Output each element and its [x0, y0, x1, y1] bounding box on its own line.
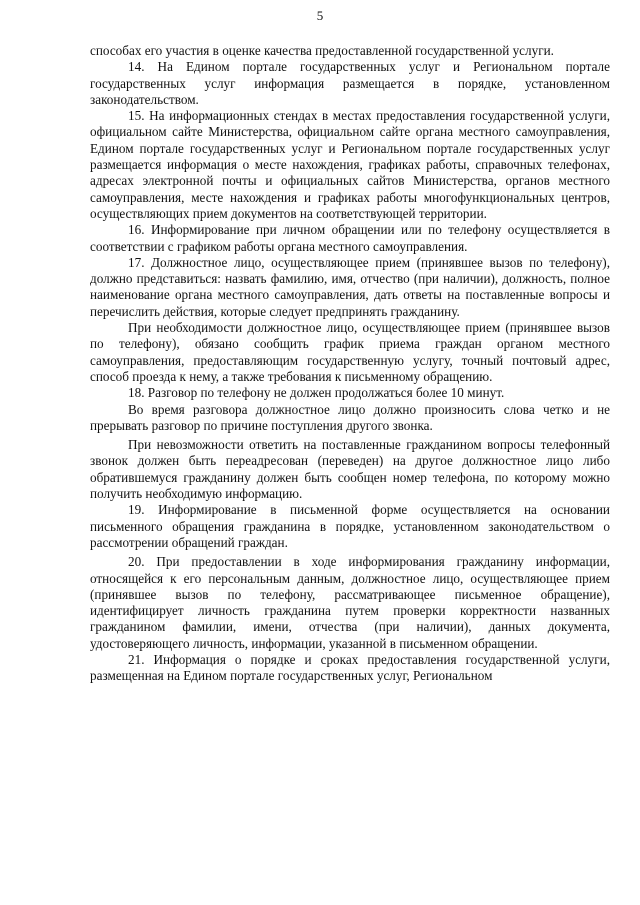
paragraph-18-continued-1: Во время разговора должностное лицо должно произносить слова четко и не прерывать разговор по причине поступления другого звонка.	[90, 401, 610, 433]
paragraph-14: 14. На Едином портале государственных услуг и Региональном портале государственных услуг информация размещается в порядке, установленном законодательством.	[90, 59, 610, 107]
paragraph-17: 17. Должностное лицо, осуществляющее прием (принявшее вызов по телефону), должно представиться: назвать фамилию, имя, отчество (при наличии), должность, полное наименование органа местного самоуправления, дать ответы на поставленные вопросы и перечислить действия, которые следует предпринять гражданину.	[90, 254, 610, 319]
paragraph-16: 16. Информирование при личном обращении или по телефону осуществляется в соответствии с графиком работы органа местного самоуправления.	[90, 222, 610, 254]
paragraph-17-continued: При необходимости должностное лицо, осуществляющее прием (принявшее вызов по телефону), обязано сообщить график приема граждан органом местного самоуправления, предоставляющим государственную услугу, точный почтовый адрес, способ проезда к нему, а также требования к письменному обращению.	[90, 320, 610, 384]
paragraph-21: 21. Информация о порядке и сроках предоставления государственной услуги, размещенная на Едином портале государственных услуг, Региональном	[90, 651, 610, 684]
paragraph-continuation: способах его участия в оценке качества предоставленной государственной услуги.	[90, 43, 554, 58]
paragraph-18: 18. Разговор по телефону не должен продолжаться более 10 минут.	[128, 385, 505, 401]
paragraph-18-continued-2: При невозможности ответить на поставленные гражданином вопросы телефонный звонок должен быть переадресован (переведен) на другое должностное лицо либо обратившемуся гражданину должен быть сообщен номер телефона, по которому можно получить необходимую информацию.	[90, 437, 610, 502]
paragraph-15: 15. На информационных стендах в местах предоставления государственной услуги, официальном сайте Министерства, официальном сайте органа местного самоуправления, Едином портале государственных услуг и Региональном портале государственных услуг размещается информация о месте нахождения, графиках работы, справочных телефонах, адресах электронной почты и официальных сайтов Министерства, органов местного самоуправления, месте нахождения и графиках работы многофункциональных центров, осуществляющих прием документов на соответствующей территории.	[90, 108, 610, 221]
document-body	[90, 43, 610, 685]
paragraph-19: 19. Информирование в письменной форме осуществляется на основании письменного обращения гражданина в порядке, установленном законодательством о рассмотрении обращений граждан.	[90, 502, 610, 550]
page-number: 5	[316, 8, 324, 23]
paragraph-20: 20. При предоставлении в ходе информирования гражданину информации, относящейся к его персональным данным, должностное лицо, осуществляющее прием (принявшее вызов по телефону, рассматривающее письменное обращение), идентифицирует личность гражданина путем проверки корректности названных гражданином фамилии, имени, отчества (при наличии), данных документа, удостоверяющего личность, информации, указанной в письменном обращении.	[90, 554, 610, 651]
